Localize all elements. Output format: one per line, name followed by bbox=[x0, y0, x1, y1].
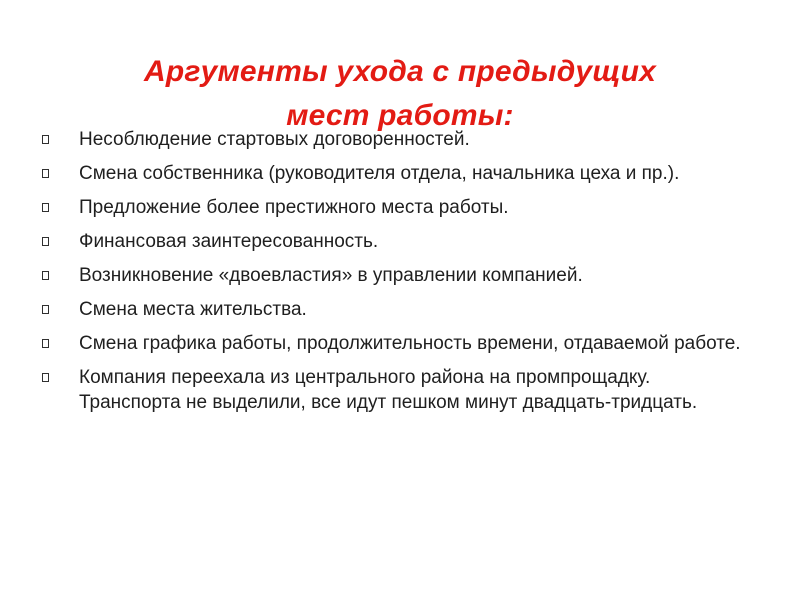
bullet-text: Возникновение «двоевластия» в управлении компанией. bbox=[79, 265, 583, 286]
bullet-square-icon bbox=[42, 169, 49, 178]
bullet-item bbox=[42, 331, 752, 356]
bullet-text: Смена места жительства. bbox=[79, 299, 307, 320]
bullet-square-icon bbox=[42, 271, 49, 280]
bullet-item bbox=[42, 161, 752, 186]
bullet-item bbox=[42, 229, 752, 254]
bullet-square-icon bbox=[42, 203, 49, 212]
bullet-item bbox=[42, 365, 752, 415]
slide-title-line-1: Аргументы ухода с предыдущих bbox=[144, 55, 656, 89]
slide-title-line-2: мест работы: bbox=[286, 99, 514, 133]
bullet-text: Предложение более престижного места работы. bbox=[79, 197, 509, 218]
bullet-square-icon bbox=[42, 135, 49, 144]
bullet-list bbox=[42, 127, 752, 424]
bullet-text: Компания переехала из центрального района на промпрощадку. Транспорта не выделили, все идут пешком минут двадцать-тридцать. bbox=[79, 367, 698, 413]
bullet-item bbox=[42, 127, 752, 152]
bullet-square-icon bbox=[42, 373, 49, 382]
bullet-square-icon bbox=[42, 237, 49, 246]
bullet-item bbox=[42, 195, 752, 220]
bullet-item bbox=[42, 297, 752, 322]
bullet-square-icon bbox=[42, 339, 49, 348]
bullet-text: Финансовая заинтересованность. bbox=[79, 231, 379, 252]
slide-title bbox=[60, 50, 740, 138]
bullet-item bbox=[42, 263, 752, 288]
bullet-text: Смена графика работы, продолжительность времени, отдаваемой работе. bbox=[79, 333, 741, 354]
bullet-text: Несоблюдение стартовых договоренностей. bbox=[79, 129, 470, 150]
bullet-square-icon bbox=[42, 305, 49, 314]
bullet-text: Смена собственника (руководителя отдела, начальника цеха и пр.). bbox=[79, 163, 680, 184]
